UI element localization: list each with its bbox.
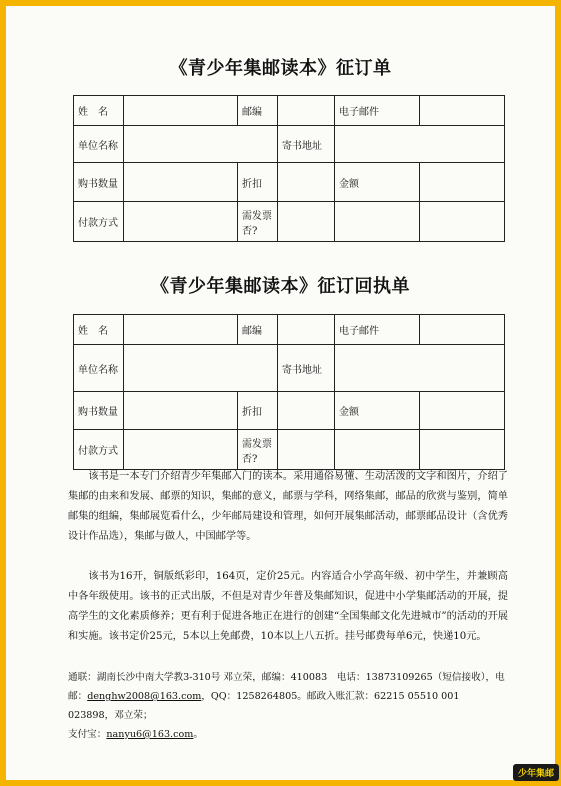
email-label: 电子邮件 — [335, 315, 420, 345]
name-field[interactable] — [124, 315, 238, 345]
order-form-table — [73, 95, 505, 242]
invoice-label: 需发票否? — [238, 430, 278, 470]
intro-paragraph: 该书是一本专门介绍青少年集邮入门的读本。采用通俗易懂、生动活泼的文字和图片，介绍了集邮的由来和发展、邮票的知识，集邮的意义，邮票与学科，网络集邮，邮品的欣赏与鉴别，简单邮集的组编，集邮展览看什么，少年邮局建设和管理，如何开展集邮活动，邮票邮品设计（含优秀设计作品选），集邮与做人，中国邮学等。 — [68, 471, 508, 542]
address-field[interactable] — [335, 345, 505, 392]
discount-label: 折扣 — [238, 163, 278, 202]
unit-label: 单位名称 — [74, 126, 124, 163]
contact-tail: 。 — [193, 729, 203, 740]
email-field[interactable] — [420, 96, 505, 126]
postcode-field[interactable] — [278, 315, 335, 345]
discount-label: 折扣 — [238, 392, 278, 430]
unit-label: 单位名称 — [74, 345, 124, 392]
logo-badge: 少年集邮 — [513, 764, 559, 781]
blank-cell — [335, 202, 420, 242]
amount-field[interactable] — [420, 392, 505, 430]
blank-cell — [335, 430, 420, 470]
quantity-field[interactable] — [124, 163, 238, 202]
address-field[interactable] — [335, 126, 505, 163]
alipay-email-link[interactable]: nanyu6@163.com — [106, 729, 194, 740]
quantity-label: 购书数量 — [74, 163, 124, 202]
invoice-field[interactable] — [278, 430, 335, 470]
discount-field[interactable] — [278, 392, 335, 430]
postcode-field[interactable] — [278, 96, 335, 126]
address-label: 寄书地址 — [278, 345, 335, 392]
amount-field[interactable] — [420, 163, 505, 202]
quantity-label: 购书数量 — [74, 392, 124, 430]
name-label: 姓 名 — [74, 315, 124, 345]
blank-cell — [420, 202, 505, 242]
invoice-label: 需发票否? — [238, 202, 278, 242]
unit-field[interactable] — [124, 126, 278, 163]
name-field[interactable] — [124, 96, 238, 126]
discount-field[interactable] — [278, 163, 335, 202]
amount-label: 金额 — [335, 163, 420, 202]
unit-field[interactable] — [124, 345, 278, 392]
receipt-form-table — [73, 314, 505, 470]
blank-cell — [420, 430, 505, 470]
receipt-form-title: 《青少年集邮读本》征订回执单 — [151, 276, 410, 297]
alipay-label: 支付宝： — [68, 729, 107, 740]
price-paragraph: 该书为16开，铜版纸彩印，164页，定价25元。内容适合小学高年级、初中学生，并兼顾高中各年级使用。该书的正式出版，不但是对青少年普及集邮知识，促进中小学集邮活动的开展，提高学生的文化素质修养；更有利于促进各地正在进行的创建“全国集邮文化先进城市”的活动的开展和实施。该书定价25元，5本以上免邮费，10本以上八五折。挂号邮费每单6元，快递10元。 — [68, 571, 508, 642]
payment-field[interactable] — [124, 430, 238, 470]
email-link[interactable]: denghw2008@163.com — [87, 691, 202, 702]
postcode-label: 邮编 — [238, 315, 278, 345]
contact-address: 通联：湖南长沙中南大学教3-310号 邓立荣，邮编：410083 电话：13873109265（短信接收），电邮： — [68, 672, 505, 702]
email-label: 电子邮件 — [335, 96, 420, 126]
payment-field[interactable] — [124, 202, 238, 242]
name-label: 姓 名 — [74, 96, 124, 126]
payment-label: 付款方式 — [74, 202, 124, 242]
payment-label: 付款方式 — [74, 430, 124, 470]
address-label: 寄书地址 — [278, 126, 335, 163]
quantity-field[interactable] — [124, 392, 238, 430]
contact-info — [68, 668, 508, 744]
postcode-label: 邮编 — [238, 96, 278, 126]
email-field[interactable] — [420, 315, 505, 345]
document-page — [6, 6, 555, 780]
invoice-field[interactable] — [278, 202, 335, 242]
amount-label: 金额 — [335, 392, 420, 430]
contact-bank: ，QQ：1258264805。邮政入账汇款：62215 05510 001 023898，邓立荣； — [68, 691, 460, 721]
order-form-title: 《青少年集邮读本》征订单 — [169, 58, 392, 79]
